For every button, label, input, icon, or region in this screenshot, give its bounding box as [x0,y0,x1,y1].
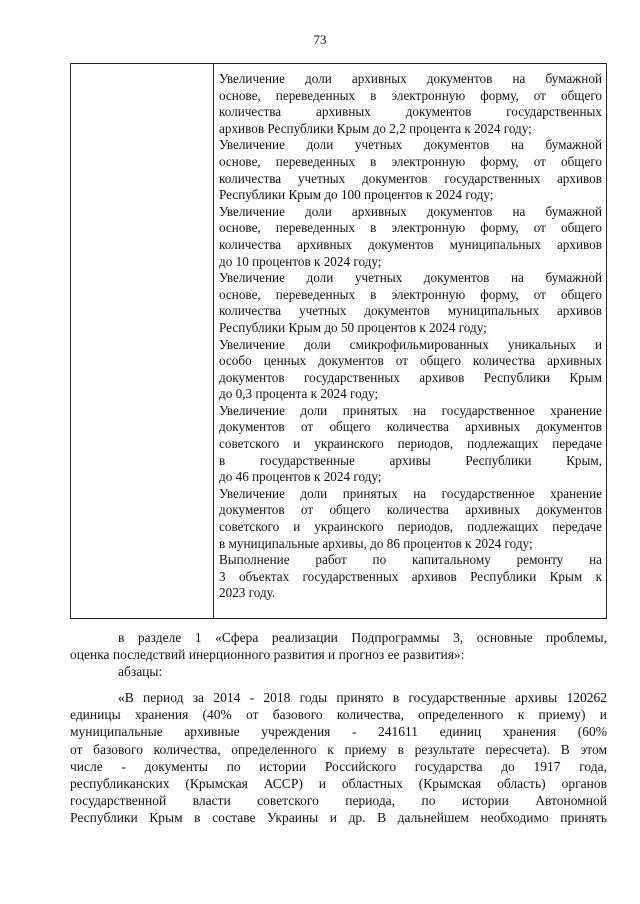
indicator-line: основе, переведенных в электронную форму, от общего [219,153,602,169]
indicator-item [219,71,602,137]
page-number: 73 [313,32,327,47]
indicators-table [70,63,607,619]
indicator-line: Увеличение доли смикрофильмированных уникальных и [219,336,602,352]
indicator-line: Увеличение доли принятых на государственное хранение [219,402,602,418]
indicator-line: архивов Республики Крым до 2,2 процента к 2024 году; [219,120,532,136]
indicator-item [219,337,602,403]
indicator-line: Увеличение доли архивных документов на бумажной [219,203,602,219]
indicator-line: в государственные архивы Республики Крым, [219,452,602,468]
indicator-line: до 10 процентов к 2024 году; [219,253,382,269]
indicator-line: Республики Крым до 50 процентов к 2024 году; [219,319,487,335]
indicator-line: советского и украинского периодов, подлежащих передаче [219,519,602,535]
indicator-line: документов государственных архивов Республики Крым [219,369,602,385]
indicator-item [219,486,602,552]
indicator-line: количества архивных документов муниципальных архивов [219,236,602,252]
indicator-line: Увеличение доли учетных документов на бумажной [219,137,602,153]
section-intro-line: оценка последствий инерционного развития и прогноз ее развития»: [70,647,465,663]
indicator-line: до 0,3 процента к 2024 году; [219,386,379,402]
indicator-line: особо ценных документов от общего количества архивных [219,353,602,369]
section-intro [70,629,607,681]
indicator-line: основе, переведенных в электронную форму, от общего [219,286,602,302]
indicator-item [219,403,602,486]
paragraphs-label: абзацы: [118,664,163,680]
indicator-item [219,204,602,270]
quote-line: от базового количества, определенного к приему в результате пересчета). В этом [70,741,607,757]
quote-line: числе - документы по истории Российского государства до 1917 года, [70,758,607,774]
indicator-line: в муниципальные архивы, до 86 процентов к 2024 году; [219,535,533,551]
indicator-line: 3 объектах государственных архивов Республики Крым к [219,568,602,584]
quote-line: муниципальные архивные учреждения - 241611 единиц хранения (60% [70,724,607,740]
indicator-line: Увеличение доли архивных документов на бумажной [219,71,602,86]
indicator-item [219,270,602,336]
quote-line: «В период за 2014 - 2018 годы принято в государственные архивы 120262 [118,690,607,705]
indicator-item [219,552,602,602]
indicator-line: Увеличение доли учетных документов на бумажной [219,270,602,286]
indicator-line: Увеличение доли принятых на государственное хранение [219,485,602,501]
quote-line: Республики Крым в составе Украины и др. В дальнейшем необходимо принять [70,810,607,826]
indicator-line: документов от общего количества архивных документов [219,502,602,518]
indicator-line: советского и украинского периодов, подлежащих передаче [219,436,602,452]
indicator-line: Республики Крым до 100 процентов к 2024 году; [219,187,494,203]
indicator-line: документов от общего количества архивных документов [219,419,602,435]
indicator-line: количества архивных документов государственных [219,104,602,120]
section-intro-line: в разделе 1 «Сфера реализации Подпрограммы 3, основные проблемы, [118,630,607,645]
indicator-line: количества учетных документов государственных архивов [219,170,602,186]
quote-line: государственной власти советского периода, по истории Автономной [70,793,607,809]
table-column-divider [213,64,214,618]
indicator-line: основе, переведенных в электронную форму, от общего [219,87,602,103]
indicators-cell [219,71,602,602]
quoted-paragraph [70,689,607,827]
quote-line: республиканских (Крымская АССР) и областных (Крымская область) органов [70,776,607,792]
indicator-line: основе, переведенных в электронную форму, от общего [219,220,602,236]
indicator-line: до 46 процентов к 2024 году; [219,469,382,485]
indicator-line: 2023 году. [219,585,276,601]
indicator-line: Выполнение работ по капитальному ремонту на [219,552,602,568]
quote-line: единицы хранения (40% от базового количества, определенного к приему) и [70,707,607,723]
indicator-line: количества учетных документов муниципальных архивов [219,303,602,319]
indicator-item [219,137,602,203]
